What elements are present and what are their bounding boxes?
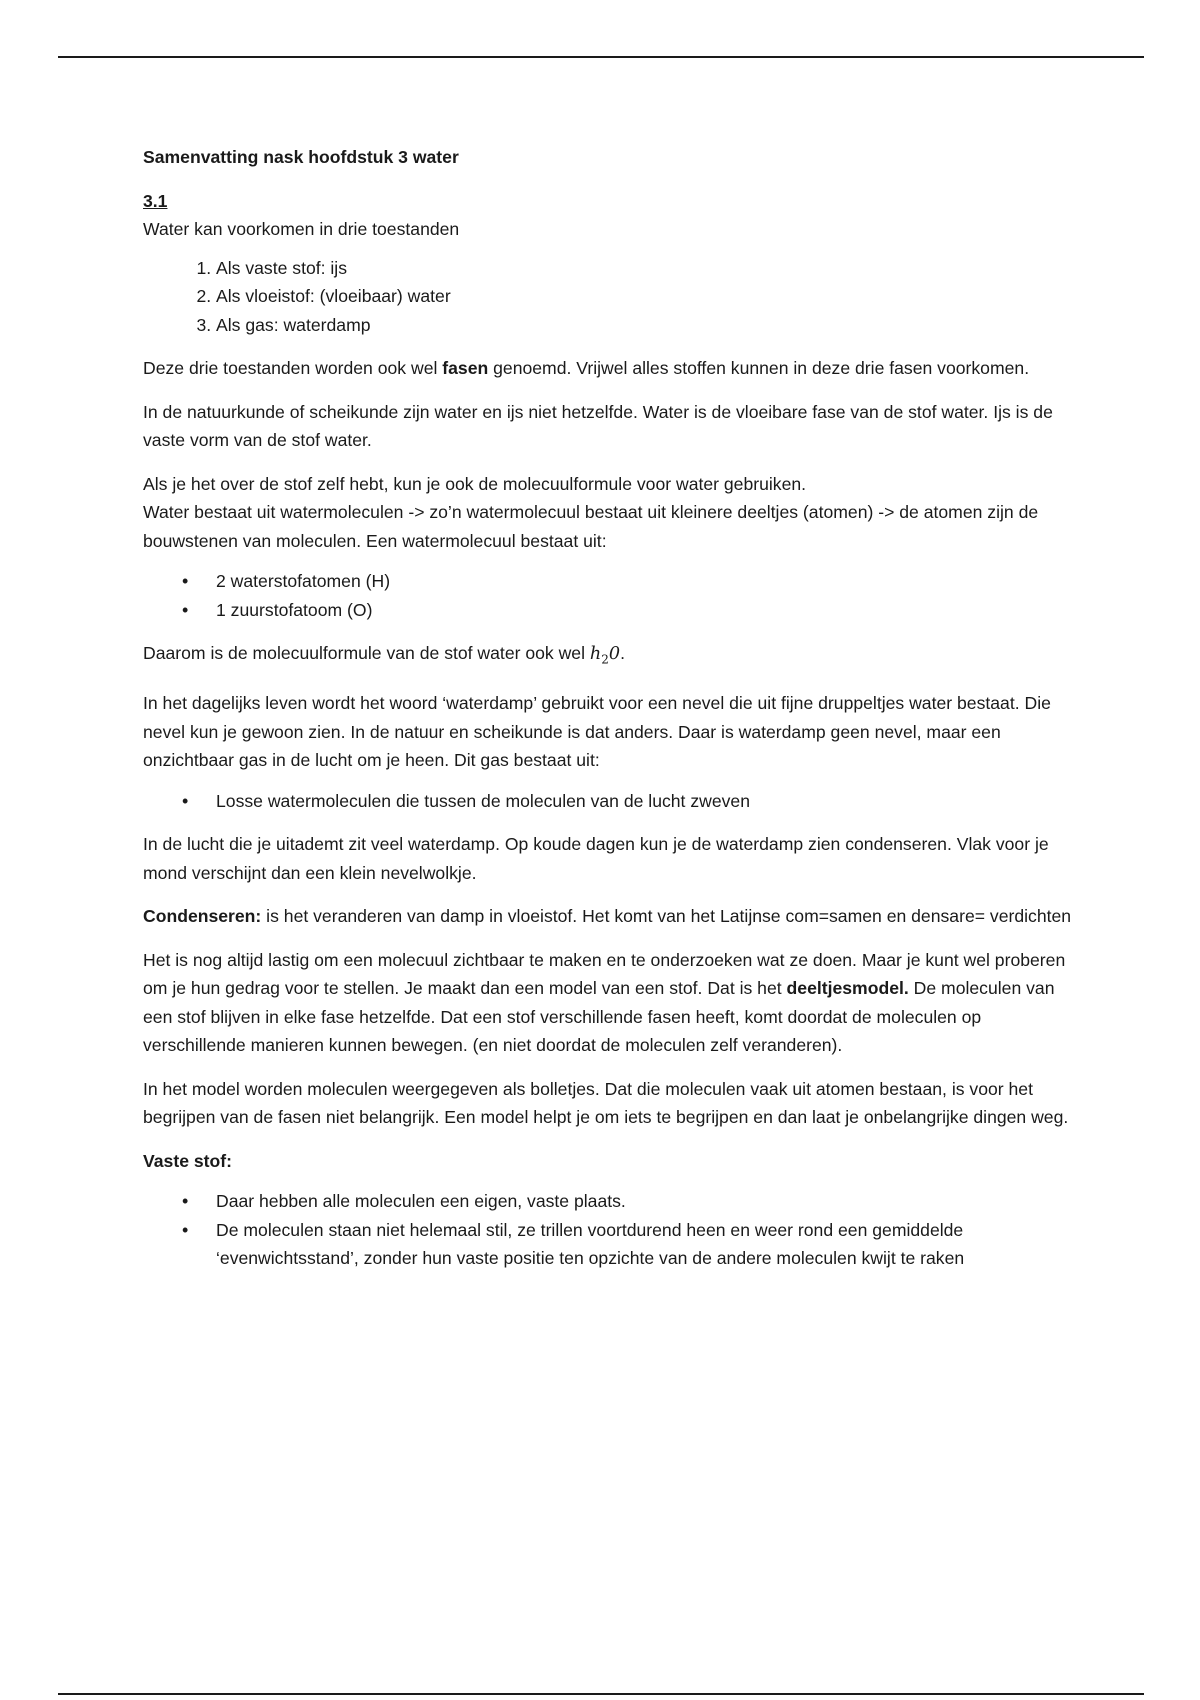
term-fasen: fasen (442, 358, 489, 378)
paragraph-fasen: Deze drie toestanden worden ook wel fasen genoemd. Vrijwel alles stoffen kunnen in deze drie fasen voorkomen. (143, 358, 1030, 378)
term-condenseren: Condenseren: (143, 906, 262, 927)
list-item: 1. Als vaste stof: ijs (216, 254, 1083, 283)
top-rule (58, 56, 1144, 58)
paragraph-waterdamp: In het dagelijks leven wordt het woord ‘waterdamp’ gebruikt voor een nevel die uit fijne druppeltjes water bestaat. Die nevel kun je gewoon zien. In de natuur en scheikunde is dat anders. Daar is waterdamp geen nevel, maar een onzichtbaar gas in de lucht om je heen. Dit gas bestaat uit: (143, 693, 1051, 771)
vaste-stof-list (143, 1187, 1083, 1273)
list-item: • Losse watermoleculen die tussen de moleculen van de lucht zweven (216, 787, 1083, 816)
bottom-rule (58, 1693, 1144, 1695)
paragraph-bolletjes: In het model worden moleculen weergegeven als bolletjes. Dat die moleculen vaak uit atomen bestaan, is voor het begrijpen van de fasen niet belangrijk. Een model helpt je om iets te begrijpen en dan laat je onbelangrijke dingen weg. (143, 1078, 1069, 1128)
list-item: 3. Als gas: waterdamp (216, 311, 1083, 340)
atoms-list (143, 567, 1083, 624)
states-list (143, 254, 1083, 340)
document-title: Samenvatting nask hoofdstuk 3 water (143, 147, 459, 167)
paragraph-lucht: In de lucht die je uitademt zit veel waterdamp. Op koude dagen kun je de waterdamp zien condenseren. Vlak voor je mond verschijnt dan een klein nevelwolkje. (143, 834, 1049, 883)
list-item: • Daar hebben alle moleculen een eigen, vaste plaats. (216, 1187, 1083, 1216)
gas-list (143, 787, 1083, 816)
vaste-stof-heading: Vaste stof: (143, 1150, 232, 1171)
list-item: • De moleculen staan niet helemaal stil, ze trillen voortdurend heen en weer rond een gemiddelde ‘evenwichtsstand’, zonder hun vaste positie ten opzichte van de andere moleculen kwijt te raken (216, 1216, 1083, 1273)
section-heading: 3.1 (143, 190, 168, 211)
list-item: • 2 waterstofatomen (H) (216, 567, 1083, 596)
paragraph-formule: Daarom is de molecuulformule van de stof water ook wel $h_20$. (143, 643, 625, 667)
list-item: 2. Als vloeistof: (vloeibaar) water (216, 282, 1083, 311)
document-body (143, 143, 1083, 1288)
intro-paragraph: Water kan voorkomen in drie toestanden (143, 219, 460, 239)
list-item: • 1 zuurstofatoom (O) (216, 596, 1083, 625)
paragraph-stof: Als je het over de stof zelf hebt, kun je ook de molecuulformule voor water gebruiken. Water bestaat uit watermoleculen -> zo’n watermolecuul bestaat uit kleinere deeltjes (atomen) -> de atomen zijn de bouwstenen van moleculen. Een watermolecuul bestaat uit: (143, 473, 1039, 551)
paragraph-natuurkunde: In de natuurkunde of scheikunde zijn water en ijs niet hetzelfde. Water is de vloeibare fase van de stof water. Ijs is de vaste vorm van de stof water. (143, 401, 1053, 450)
term-deeltjesmodel: deeltjesmodel. (786, 978, 909, 999)
paragraph-condenseren: Condenseren: is het veranderen van damp in vloeistof. Het komt van het Latijnse com=samen en densare= verdichten (143, 906, 1072, 927)
molecular-formula: $h_20$ (589, 644, 621, 667)
paragraph-model: Het is nog altijd lastig om een molecuul zichtbaar te maken en te onderzoeken wat ze doen. Maar je kunt wel proberen om je hun gedrag voor te stellen. Je maakt dan een model van een stof. Dat is het deeltjesmodel. De moleculen van een stof blijven in elke fase hetzelfde. Dat een stof verschillende fasen heeft, komt doordat de moleculen op verschillende manieren kunnen bewegen. (en niet doordat de moleculen zelf veranderen). (143, 949, 1066, 1056)
